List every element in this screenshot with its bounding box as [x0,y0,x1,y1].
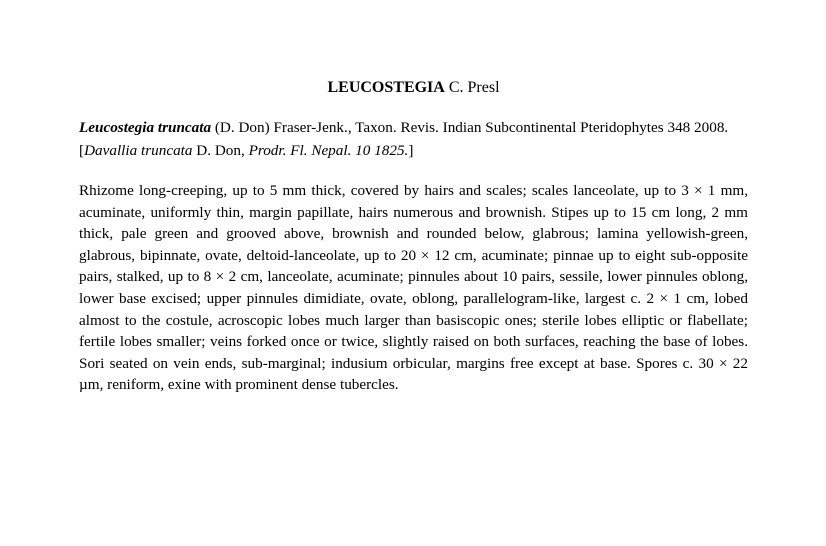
synonym-name: Davallia truncata [84,142,193,159]
genus-author: C. Presl [448,79,500,96]
document-page [79,76,748,396]
species-citation [79,116,748,162]
genus-name: LEUCOSTEGIA [327,79,445,96]
synonym-authority: D. Don, [196,142,245,159]
synonym-publication: Prodr. Fl. Nepal. 10 1825. [248,142,409,159]
genus-heading [79,76,748,100]
species-authority: (D. Don) Fraser-Jenk., Taxon. Revis. Indian Subcontinental Pteridophytes 348 2008. [ [79,119,729,159]
citation-closing-bracket: ] [408,142,414,159]
species-description: Rhizome long-creeping, up to 5 mm thick, covered by hairs and scales; scales lanceolate, up to 3 × 1 mm, acuminate, uniformly thin, margin papillate, hairs numerous and brownish. Stipes up to 15 cm long, 2 mm thick, pale green and grooved above, brownish and rounded below, glabrous; lamina yellowish-green, glabrous, bipinnate, ovate, deltoid-lanceolate, up to 20 × 12 cm, acuminate; pinnae up to eight sub-opposite pairs, stalked, up to 8 × 2 cm, lanceolate, acuminate; pinnules about 10 pairs, sessile, lower pinnules oblong, lower base excised; upper pinnules dimidiate, ovate, oblong, parallelogram-like, largest c. 2 × 1 cm, lobed almost to the costule, acroscopic lobes much larger than basiscopic ones; sterile lobes elliptic or flabellate; fertile lobes smaller; veins forked once or twice, slightly raised on both surfaces, reaching the base of lobes. Sori seated on vein ends, sub-marginal; indusium orbicular, margins free except at base. Spores c. 30 × 22 µm, reniform, exine with prominent dense tubercles. [79,182,748,394]
species-name: Leucostegia truncata [79,119,212,136]
